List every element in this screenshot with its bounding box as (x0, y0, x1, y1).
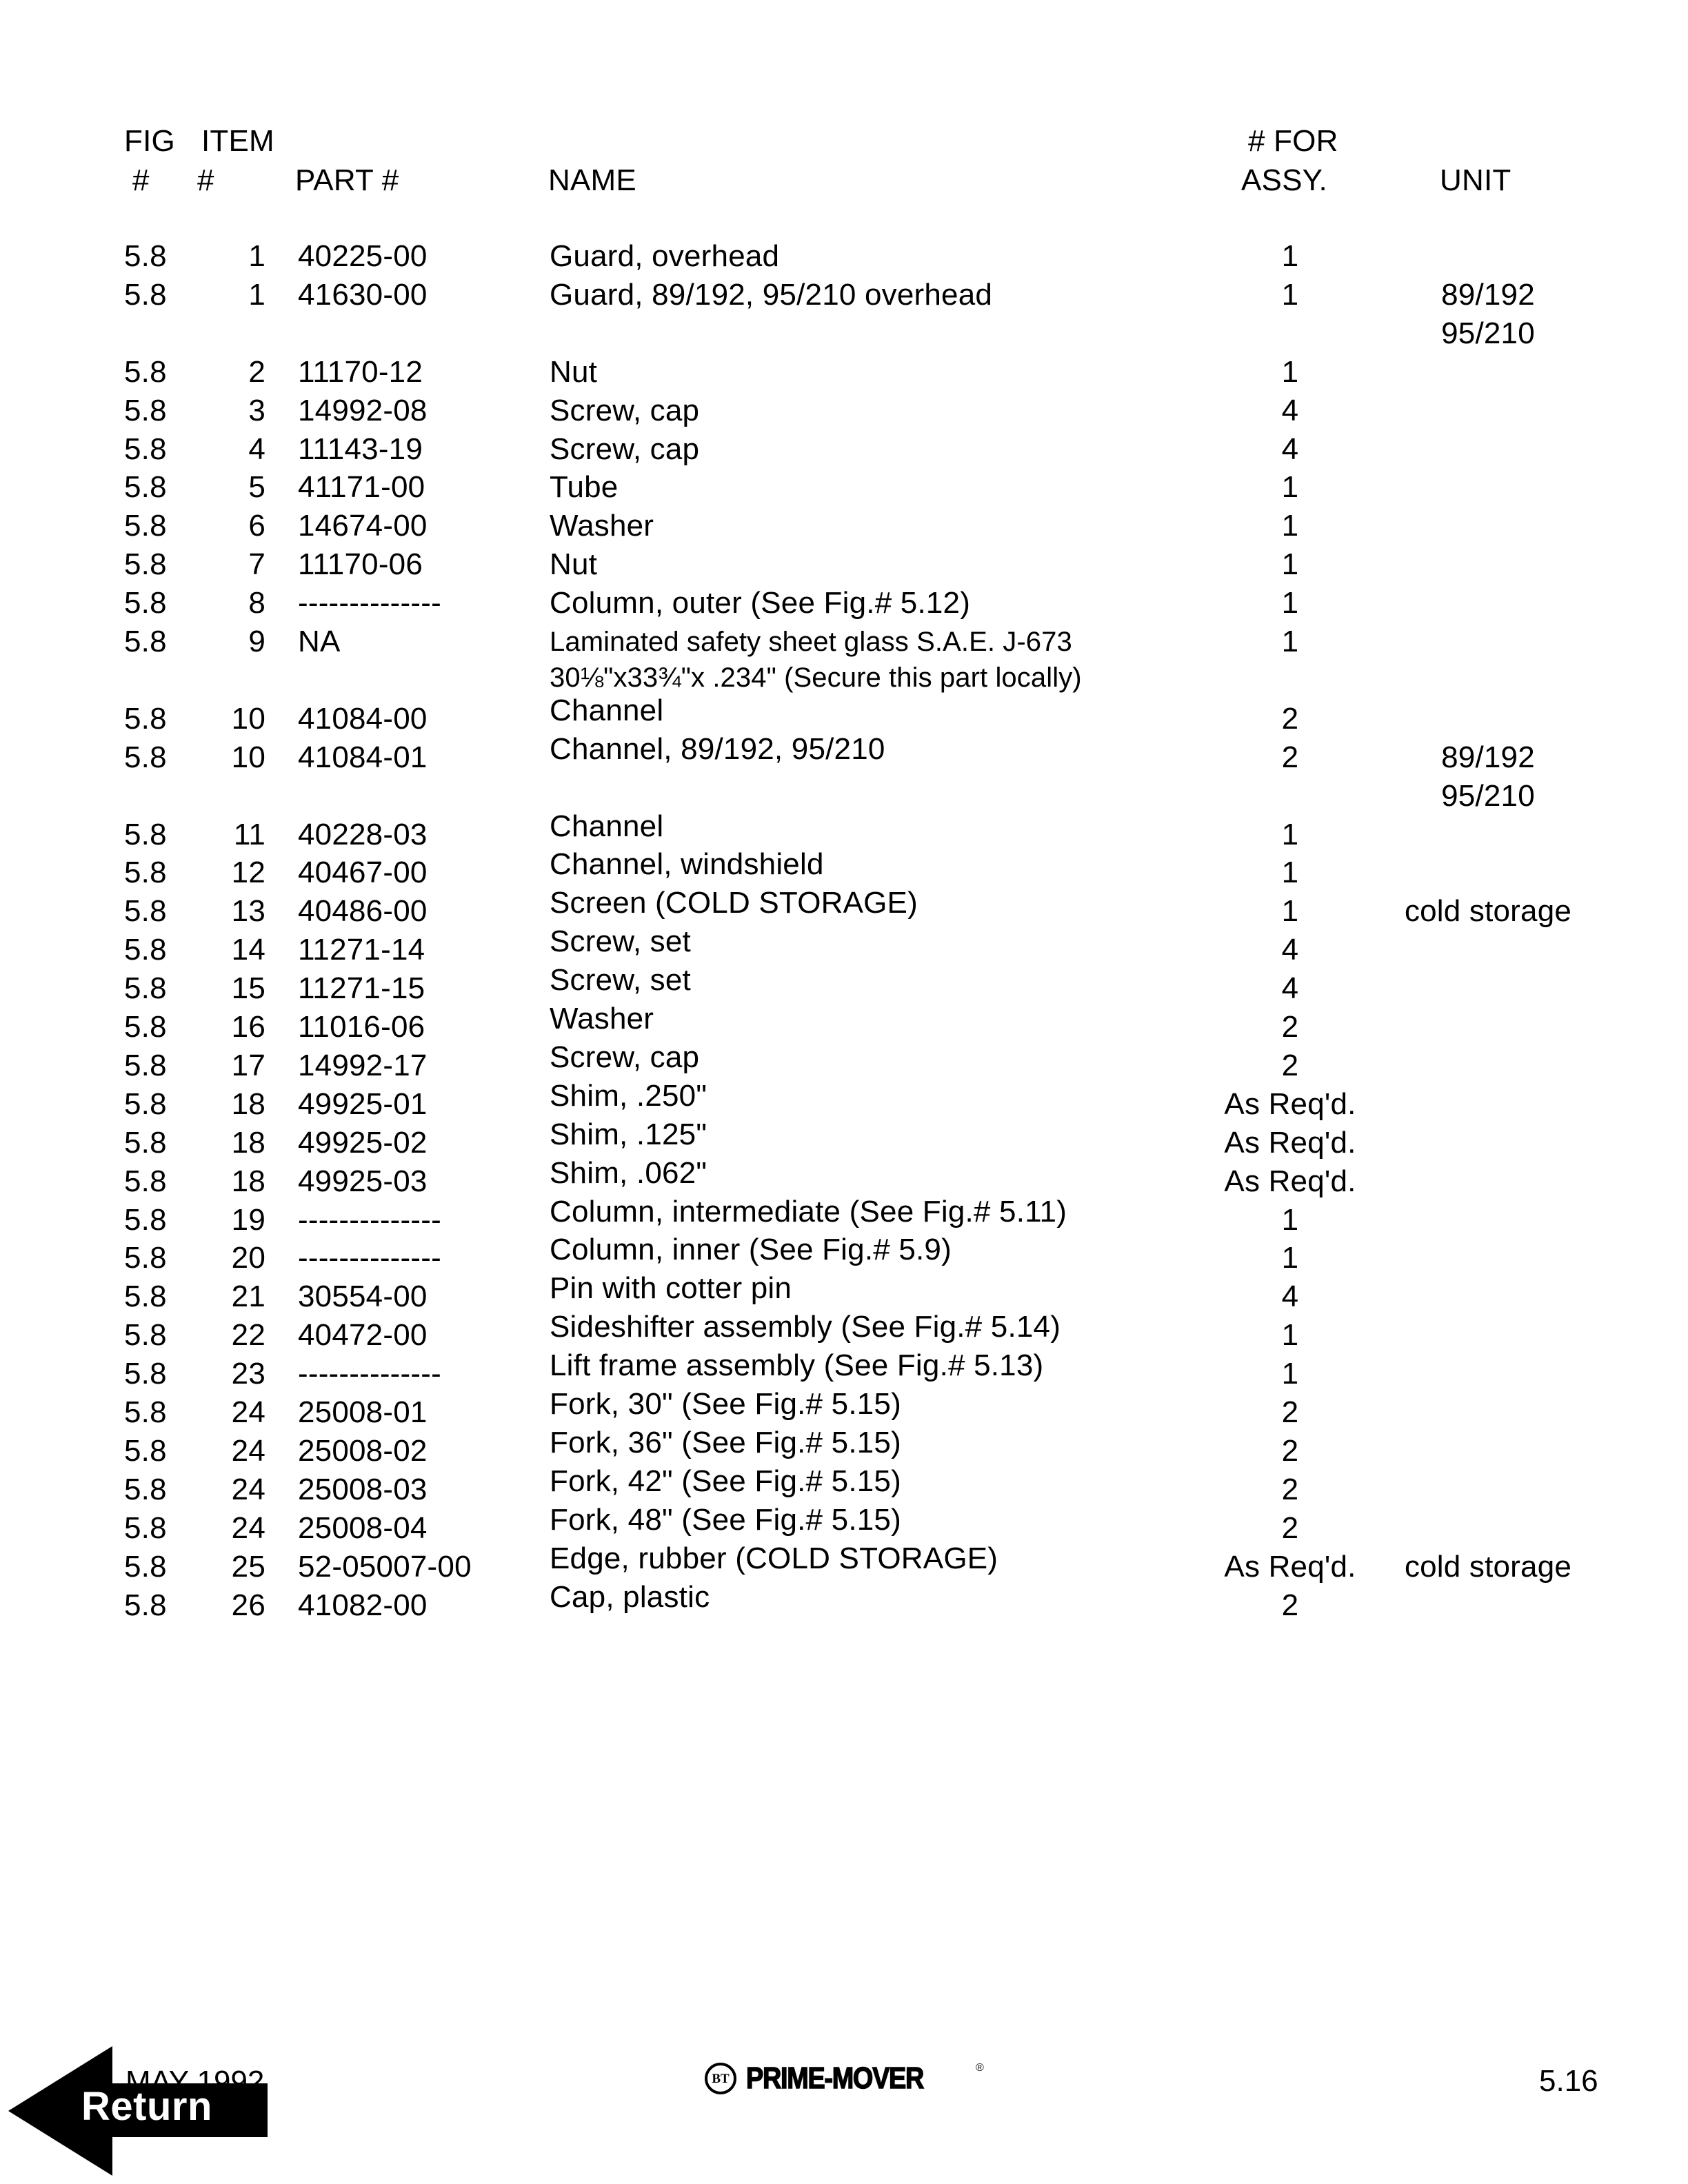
name-cell: Screw, cap (550, 1040, 700, 1074)
fig-cell: 5.8 (124, 625, 167, 658)
qty-cell: 2 (1281, 1588, 1299, 1622)
fig-cell: 5.8 (124, 971, 167, 1006)
bt-logo-icon: BT (705, 2063, 736, 2094)
qty-cell: 1 (1281, 547, 1299, 582)
fig-cell: 5.8 (124, 1357, 167, 1391)
part-number-cell: 40225-00 (298, 239, 428, 273)
unit-cell-continuation: 95/210 (1441, 316, 1535, 350)
qty-cell: 1 (1281, 470, 1299, 505)
qty-cell: 4 (1281, 432, 1299, 466)
prime-mover-logo (705, 2061, 984, 2096)
fig-cell: 5.8 (124, 547, 167, 582)
fig-cell: 5.8 (124, 1125, 167, 1160)
qty-cell: 2 (1281, 1510, 1299, 1545)
item-cell: 2 (248, 354, 265, 389)
header-qty-line2: ASSY. (1241, 163, 1327, 197)
part-number-cell: 40228-03 (298, 817, 428, 851)
part-number-cell: 14674-00 (298, 509, 428, 543)
name-cell: Channel, 89/192, 95/210 (550, 731, 885, 766)
item-cell: 19 (231, 1202, 265, 1237)
fig-cell: 5.8 (124, 1588, 167, 1622)
part-number-cell: 41082-00 (298, 1588, 428, 1622)
qty-cell: 2 (1281, 1048, 1299, 1082)
fig-cell: 5.8 (124, 586, 167, 620)
item-cell: 16 (231, 1010, 265, 1044)
fig-cell: 5.8 (124, 1241, 167, 1275)
item-cell: 24 (231, 1395, 265, 1429)
item-cell: 24 (231, 1510, 265, 1545)
part-number-cell: 11271-15 (298, 971, 425, 1006)
item-cell: 12 (231, 856, 265, 890)
item-cell: 24 (231, 1472, 265, 1506)
name-cell: Screw, set (550, 924, 691, 959)
fig-cell: 5.8 (124, 817, 167, 851)
name-cell: Fork, 48" (See Fig.# 5.15) (550, 1502, 901, 1537)
item-cell: 9 (248, 625, 265, 658)
qty-cell: 1 (1281, 509, 1299, 543)
part-number-cell: 41630-00 (298, 277, 428, 312)
name-cell: Screw, cap (550, 432, 700, 466)
qty-cell: 2 (1281, 740, 1299, 774)
qty-cell: 1 (1281, 277, 1299, 312)
part-number-cell: -------------- (298, 1357, 441, 1391)
qty-cell: 1 (1281, 239, 1299, 273)
qty-cell: 4 (1281, 933, 1299, 967)
qty-cell: 4 (1281, 1280, 1299, 1314)
name-cell: Edge, rubber (COLD STORAGE) (550, 1541, 998, 1575)
item-cell: 25 (231, 1549, 265, 1584)
name-cell-continuation: 30⅛"x33¾"x .234" (Secure this part locally) (550, 662, 1082, 693)
fig-cell: 5.8 (124, 239, 167, 273)
unit-cell: 89/192 (1441, 277, 1535, 312)
fig-cell: 5.8 (124, 1202, 167, 1237)
part-number-cell: 41171-00 (298, 470, 425, 505)
item-cell: 15 (231, 971, 265, 1006)
name-cell: Pin with cotter pin (550, 1271, 792, 1306)
item-cell: 18 (231, 1164, 265, 1198)
fig-cell: 5.8 (124, 1164, 167, 1198)
item-cell: 20 (231, 1241, 265, 1275)
part-number-cell: 25008-04 (298, 1510, 428, 1545)
header-fig: FIG (124, 124, 175, 158)
name-cell: Shim, .125" (550, 1117, 707, 1151)
part-number-cell: 49925-01 (298, 1086, 428, 1121)
return-label[interactable]: Return (81, 2084, 212, 2129)
item-cell: 10 (231, 701, 265, 736)
part-number-cell: -------------- (298, 1202, 441, 1237)
registered-mark: ® (976, 2062, 984, 2074)
fig-cell: 5.8 (124, 701, 167, 736)
qty-cell: 1 (1281, 856, 1299, 890)
name-cell: Laminated safety sheet glass S.A.E. J-673 (550, 627, 1072, 657)
fig-cell: 5.8 (124, 1433, 167, 1468)
fig-cell: 5.8 (124, 1086, 167, 1121)
part-number-cell: 40467-00 (298, 856, 428, 890)
name-cell: Tube (550, 470, 619, 505)
item-cell: 6 (248, 509, 265, 543)
fig-cell: 5.8 (124, 1318, 167, 1353)
fig-cell: 5.8 (124, 354, 167, 389)
name-cell: Channel (550, 693, 664, 727)
name-cell: Column, intermediate (See Fig.# 5.11) (550, 1194, 1067, 1228)
fig-cell: 5.8 (124, 1510, 167, 1545)
qty-cell: 1 (1281, 625, 1299, 658)
name-cell: Fork, 30" (See Fig.# 5.15) (550, 1387, 901, 1421)
fig-cell: 5.8 (124, 1010, 167, 1044)
fig-cell: 5.8 (124, 470, 167, 505)
qty-cell: 4 (1281, 393, 1299, 427)
part-number-cell: 49925-02 (298, 1125, 428, 1160)
part-number-cell: 49925-03 (298, 1164, 428, 1198)
name-cell: Fork, 36" (See Fig.# 5.15) (550, 1425, 901, 1459)
qty-cell: 4 (1281, 971, 1299, 1006)
fig-cell: 5.8 (124, 894, 167, 929)
part-number-cell: 14992-17 (298, 1048, 428, 1082)
part-number-cell: 25008-03 (298, 1472, 428, 1506)
qty-cell: 2 (1281, 1472, 1299, 1506)
item-cell: 18 (231, 1125, 265, 1160)
name-cell: Screw, set (550, 963, 691, 998)
part-number-cell: -------------- (298, 586, 441, 620)
part-number-cell: 30554-00 (298, 1280, 428, 1314)
qty-cell: As Req'd. (1224, 1549, 1356, 1584)
fig-cell: 5.8 (124, 1280, 167, 1314)
unit-cell: cold storage (1404, 894, 1572, 929)
fig-cell: 5.8 (124, 933, 167, 967)
part-number-cell: 40486-00 (298, 894, 428, 929)
fig-cell: 5.8 (124, 1472, 167, 1506)
qty-cell: 2 (1281, 701, 1299, 736)
part-number-cell: 41084-01 (298, 740, 428, 774)
name-cell: Fork, 42" (See Fig.# 5.15) (550, 1464, 901, 1498)
qty-cell: 1 (1281, 354, 1299, 389)
qty-cell: 2 (1281, 1433, 1299, 1468)
header-part-number: PART # (295, 163, 399, 197)
name-cell: Sideshifter assembly (See Fig.# 5.14) (550, 1310, 1061, 1344)
item-cell: 4 (248, 432, 265, 466)
part-number-cell: 11143-19 (298, 432, 423, 466)
fig-cell: 5.8 (124, 740, 167, 774)
part-number-cell: NA (298, 625, 341, 658)
item-cell: 21 (231, 1280, 265, 1314)
header-item: ITEM (201, 124, 274, 158)
unit-cell-continuation: 95/210 (1441, 778, 1535, 813)
name-cell: Nut (550, 354, 598, 389)
name-cell: Channel (550, 809, 664, 843)
fig-cell: 5.8 (124, 1549, 167, 1584)
part-number-cell: 25008-02 (298, 1433, 428, 1468)
item-cell: 5 (248, 470, 265, 505)
item-cell: 13 (231, 894, 265, 929)
fig-cell: 5.8 (124, 509, 167, 543)
unit-cell: 89/192 (1441, 740, 1535, 774)
header-item-hash: # (197, 163, 214, 197)
name-cell: Screen (COLD STORAGE) (550, 886, 918, 920)
item-cell: 8 (248, 586, 265, 620)
fig-cell: 5.8 (124, 277, 167, 312)
item-cell: 7 (248, 547, 265, 582)
qty-cell: 1 (1281, 1202, 1299, 1237)
fig-cell: 5.8 (124, 393, 167, 427)
name-cell: Nut (550, 547, 598, 582)
qty-cell: 1 (1281, 1318, 1299, 1353)
item-cell: 3 (248, 393, 265, 427)
item-cell: 24 (231, 1433, 265, 1468)
part-number-cell: 11271-14 (298, 933, 425, 967)
fig-cell: 5.8 (124, 1395, 167, 1429)
item-cell: 1 (248, 239, 265, 273)
name-cell: Guard, 89/192, 95/210 overhead (550, 277, 993, 312)
part-number-cell: 11170-06 (298, 547, 423, 582)
logo-text: PRIME-MOVER (746, 2061, 924, 2095)
item-cell: 10 (231, 740, 265, 774)
qty-cell: 1 (1281, 1241, 1299, 1275)
unit-cell: cold storage (1404, 1549, 1572, 1584)
item-cell: 22 (231, 1318, 265, 1353)
item-cell: 14 (231, 933, 265, 967)
item-cell: 23 (231, 1357, 265, 1391)
fig-cell: 5.8 (124, 1048, 167, 1082)
name-cell: Washer (550, 1002, 654, 1035)
qty-cell: 1 (1281, 817, 1299, 851)
name-cell: Lift frame assembly (See Fig.# 5.13) (550, 1348, 1044, 1383)
qty-cell: 1 (1281, 1357, 1299, 1391)
part-number-cell: 11016-06 (298, 1010, 425, 1044)
item-cell: 26 (231, 1588, 265, 1622)
header-fig-hash: # (132, 163, 150, 197)
part-number-cell: 41084-00 (298, 701, 428, 736)
qty-cell: As Req'd. (1224, 1086, 1356, 1121)
header-name: NAME (548, 163, 636, 197)
item-cell: 11 (233, 817, 265, 851)
header-qty-line1: # FOR (1248, 124, 1338, 158)
name-cell: Shim, .062" (550, 1155, 707, 1190)
qty-cell: As Req'd. (1224, 1125, 1356, 1160)
item-cell: 18 (231, 1086, 265, 1121)
part-number-cell: -------------- (298, 1241, 441, 1275)
qty-cell: As Req'd. (1224, 1164, 1356, 1198)
name-cell: Column, inner (See Fig.# 5.9) (550, 1233, 952, 1267)
name-cell: Washer (550, 509, 654, 543)
qty-cell: 1 (1281, 894, 1299, 929)
part-number-cell: 14992-08 (298, 393, 428, 427)
name-cell: Screw, cap (550, 393, 700, 427)
page-number: 5.16 (1539, 2064, 1598, 2098)
fig-cell: 5.8 (124, 432, 167, 466)
part-number-cell: 25008-01 (298, 1395, 428, 1429)
qty-cell: 2 (1281, 1395, 1299, 1429)
part-number-cell: 11170-12 (298, 354, 423, 389)
item-cell: 17 (231, 1048, 265, 1082)
item-cell: 1 (248, 277, 265, 312)
name-cell: Guard, overhead (550, 239, 780, 273)
fig-cell: 5.8 (124, 856, 167, 890)
qty-cell: 1 (1281, 586, 1299, 620)
header-unit: UNIT (1440, 163, 1511, 197)
qty-cell: 2 (1281, 1010, 1299, 1044)
name-cell: Channel, windshield (550, 847, 824, 882)
part-number-cell: 52-05007-00 (298, 1549, 472, 1584)
name-cell: Shim, .250" (550, 1078, 707, 1113)
name-cell: Column, outer (See Fig.# 5.12) (550, 586, 971, 620)
footer-date: MAY 1992 (125, 2065, 265, 2099)
part-number-cell: 40472-00 (298, 1318, 428, 1353)
name-cell: Cap, plastic (550, 1579, 710, 1614)
